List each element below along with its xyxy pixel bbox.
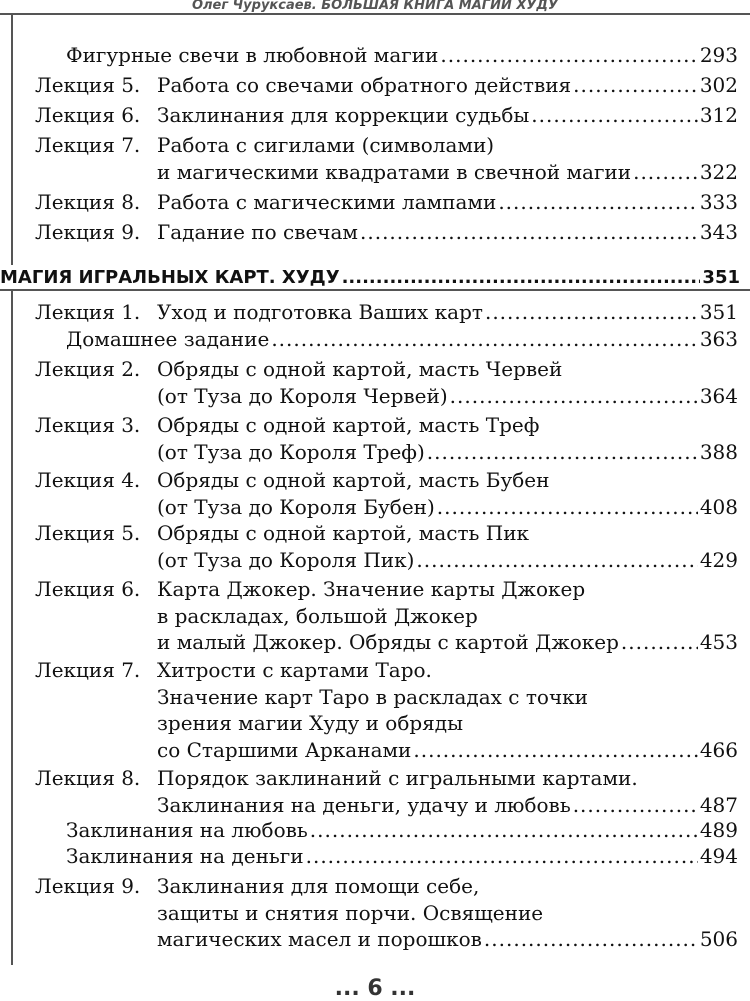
toc-entry[interactable]: [35, 102, 738, 129]
lecture-label: Лекция 6.: [35, 577, 141, 601]
entry-title: в раскладах, большой Джокер: [157, 603, 478, 628]
toc-entry[interactable]: [35, 189, 738, 216]
page-number: 351: [699, 300, 738, 324]
lecture-label: Лекция 1.: [35, 300, 141, 324]
entry-title: Домашнее задание: [66, 327, 270, 351]
dot-leader: [573, 72, 698, 99]
toc-entry[interactable]: [35, 873, 738, 953]
entry-title: зрения магии Худу и обряды: [157, 711, 464, 735]
dot-leader: [271, 326, 698, 353]
entry-title: Работа со свечами обратного действия: [157, 73, 572, 97]
page-number: 466: [699, 737, 738, 762]
dot-leader: [427, 439, 698, 466]
lecture-label: Лекция 9.: [35, 874, 141, 898]
entry-title: Обряды с одной картой, масть Червей: [157, 357, 563, 381]
dot-leader: [450, 383, 698, 410]
page-number: 293: [699, 43, 738, 67]
entry-title: защиты и снятия порчи. Освящение: [157, 900, 544, 925]
entry-title: Заклинания на любовь: [66, 818, 308, 842]
page-number: 343: [699, 220, 738, 244]
dot-leader: [484, 926, 698, 953]
dot-leader: [621, 629, 698, 656]
dot-leader: [360, 219, 698, 246]
dot-leader: [342, 265, 701, 291]
entry-title: Уход и подготовка Ваших карт: [157, 300, 483, 324]
entry-title: Фигурные свечи в любовной магии: [66, 43, 439, 67]
entry-title: Работа с магическими лампами: [157, 190, 497, 214]
entry-title: Гадание по свечам: [157, 220, 358, 244]
section-title: МАГИЯ ИГРАЛЬНЫХ КАРТ. ХУДУ: [0, 267, 340, 288]
section-bar-top: [11, 13, 13, 265]
entry-title: (от Туза до Короля Пик): [157, 547, 415, 572]
toc-entry[interactable]: [66, 42, 738, 69]
page-number: 408: [699, 494, 738, 519]
page-number: 312: [699, 103, 738, 127]
dot-leader: [498, 189, 697, 216]
entry-title: Заклинания для коррекции судьбы: [157, 103, 530, 127]
toc-entry[interactable]: [66, 817, 738, 844]
entry-title: Карта Джокер. Значение карты Джокер: [157, 577, 586, 601]
entry-title: (от Туза до Короля Червей): [157, 383, 448, 408]
dot-leader: [531, 102, 698, 129]
section-rule: [0, 289, 750, 291]
page-folio: ... 6 ...: [334, 976, 416, 1001]
toc-entry[interactable]: [35, 132, 738, 185]
dot-leader: [413, 737, 697, 764]
toc-entry[interactable]: [66, 326, 738, 353]
entry-title: магических масел и порошков: [157, 927, 482, 951]
running-head: Олег Чуруксаев. БОЛЬШАЯ КНИГА МАГИИ ХУДУ: [191, 0, 559, 13]
lecture-label: Лекция 7.: [35, 133, 141, 157]
dot-leader: [573, 792, 698, 819]
entry-title: (от Туза до Короля Треф): [157, 439, 425, 464]
lecture-label: Лекция 9.: [35, 220, 141, 244]
entry-title: Порядок заклинаний с игральными картами.: [157, 766, 638, 790]
dot-leader: [306, 843, 698, 870]
dot-leader: [416, 547, 697, 574]
lecture-label: Лекция 5.: [35, 73, 141, 97]
section-page-number: 351: [702, 267, 740, 288]
entry-title: Обряды с одной картой, масть Треф: [157, 413, 540, 437]
section-bar: [11, 290, 13, 965]
page-number: 388: [699, 439, 738, 464]
lecture-label: Лекция 4.: [35, 468, 141, 492]
entry-title: Хитрости с картами Таро.: [157, 658, 432, 682]
page-number: 453: [699, 630, 738, 654]
toc-entry[interactable]: [35, 467, 738, 520]
toc-entry[interactable]: [35, 657, 738, 763]
page-number: 494: [699, 844, 738, 868]
entry-title: (от Туза до Короля Бубен): [157, 494, 435, 519]
lecture-label: Лекция 6.: [35, 103, 141, 127]
entry-title: Значение карт Таро в раскладах с точки: [157, 684, 589, 709]
entry-title: и малый Джокер. Обряды с картой Джокер: [157, 630, 619, 654]
page-number: 363: [699, 327, 738, 351]
dot-leader: [440, 42, 697, 69]
lecture-label: Лекция 5.: [35, 521, 141, 545]
header-rule: [0, 13, 750, 15]
toc-entry[interactable]: [35, 356, 738, 409]
page-number: 333: [699, 190, 738, 214]
page-number: 364: [699, 383, 738, 408]
toc-entry[interactable]: [66, 843, 738, 870]
page-number: 506: [699, 927, 738, 951]
page-number: 322: [699, 159, 738, 184]
dot-leader: [485, 299, 698, 326]
toc-entry[interactable]: [35, 765, 738, 818]
page-number: 489: [699, 818, 738, 842]
toc-entry[interactable]: [35, 219, 738, 246]
toc-entry[interactable]: [35, 576, 738, 656]
entry-title: Заклинания на деньги: [66, 844, 304, 868]
lecture-label: Лекция 8.: [35, 190, 141, 214]
entry-title: Заклинания для помощи себе,: [157, 874, 480, 898]
toc-entry[interactable]: [35, 299, 738, 326]
toc-entry[interactable]: [35, 72, 738, 99]
entry-title: Работа с сигилами (символами): [157, 133, 495, 157]
entry-title: и магическими квадратами в свечной магии: [157, 159, 632, 184]
dot-leader: [437, 494, 698, 521]
toc-entry[interactable]: [35, 412, 738, 465]
dot-leader: [633, 159, 698, 186]
entry-title: Заклинания на деньги, удачу и любовь: [157, 792, 571, 817]
lecture-label: Лекция 8.: [35, 766, 141, 790]
entry-title: Обряды с одной картой, масть Бубен: [157, 468, 550, 492]
page-number: 487: [699, 792, 738, 817]
lecture-label: Лекция 3.: [35, 413, 141, 437]
lecture-label: Лекция 7.: [35, 658, 141, 682]
page-number: 302: [699, 73, 738, 97]
page-number: 429: [699, 547, 738, 572]
lecture-label: Лекция 2.: [35, 357, 141, 381]
section-heading[interactable]: [0, 265, 740, 291]
toc-entry[interactable]: [35, 520, 738, 573]
dot-leader: [310, 817, 698, 844]
entry-title: Обряды с одной картой, масть Пик: [157, 521, 530, 545]
entry-title: со Старшими Арканами: [157, 737, 412, 762]
